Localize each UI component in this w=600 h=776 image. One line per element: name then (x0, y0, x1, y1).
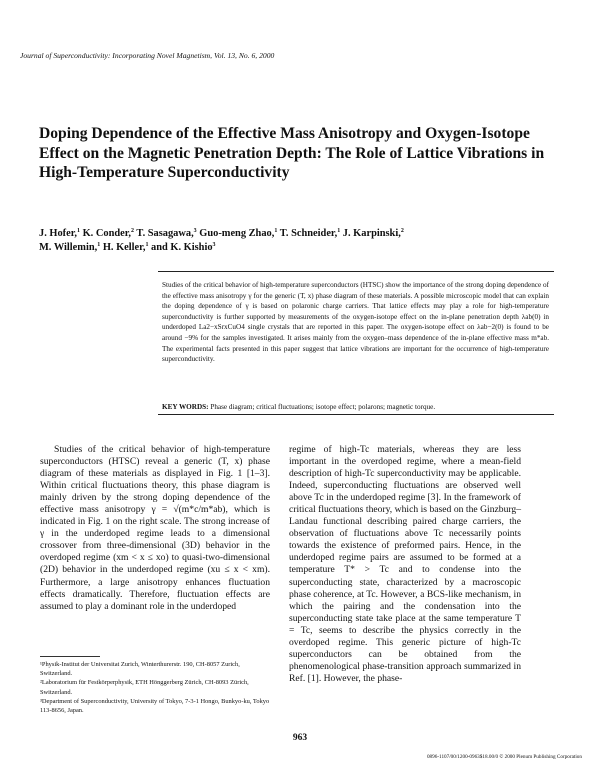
author: Guo-meng Zhao,$^1$ (196, 228, 278, 239)
author: J. Karpinski,$^2$ (340, 228, 404, 239)
footnote-affiliation-3: ³Department of Superconductivity, University of Tokyo, 7-3-1 Hongo, Bunkyo-ku, Tokyo 113-8656, Japan. (40, 697, 270, 715)
footnotes (40, 660, 270, 715)
author: M. Willemin,$^1$ (39, 242, 101, 253)
abstract-top-rule (158, 271, 554, 272)
keywords-label: KEY WORDS: (162, 403, 209, 411)
author: T. Sasagawa,$^3$ (134, 228, 197, 239)
article-title: Doping Dependence of the Effective Mass Anisotropy and Oxygen-Isotope Effect on the Magnetic Penetration Depth: The Role of Lattice Vibrations in High-Temperature Superconductivity (39, 125, 545, 182)
author-line-2 (39, 241, 559, 255)
body-column-right: regime of high-Tc materials, whereas they are less important in the overdoped regime, where a mean-field description of high-Tc superconductivity may be applicable. Indeed, superconducting fluctuations are observed well above Tc in the underdoped regime [3]. In the framework of critical fluctuations theory, which is based on the Ginzburg–Landau functional describing paired charge carriers, the observation of fluctuations above Tc necessarily points towards the existence of preformed pairs. Hence, in the underdoped regime pairs are assumed to be formed at a temperature T* > Tc and to condense into the superconducting state, characterized by a macroscopic phase coherence, at Tc. However, a BCS-like mechanism, in which the pairing and the condensation into the superconducting state take place at the same temperature T = Tc, seems to describe the physics correctly in the overdoped regime. This generic picture of high-Tc superconductors can be obtained from the phenomenological phase-transition approach summarized in Ref. [1]. However, the phase- (289, 444, 521, 684)
author-list (39, 227, 559, 255)
copyright-line: 0896-1107/00/1200-0963$18.00/0 © 2000 Plenum Publishing Corporation (426, 754, 582, 760)
abstract: Studies of the critical behavior of high-temperature superconductors (HTSC) show the importance of the strong doping dependence of the effective mass anisotropy γ for the generic (T, x) phase diagram of these materials. A possible microscopic model that can explain the doping dependence of γ is based on polaronic charge carriers. That lattice effects may play a role for high-temperature superconductivity is further supported by measurements of the oxygen-isotope effect on the in-plane penetration depth λab(0) in underdoped La2−xSrxCuO4 single crystals that are reported in this paper. The oxygen-isotope effect on λab−2(0) is found to be around −9% for the samples investigated. It arises mainly from the oxygen–mass dependence of the in-plane effective mass m*ab. The experimental facts presented in this paper suggest that lattice vibrations are important for the occurrence of high-temperature superconductivity. (162, 281, 549, 364)
page-number: 963 (292, 733, 308, 743)
abstract-bottom-rule (158, 414, 554, 415)
body-column-left: Studies of the critical behavior of high-temperature superconductors (HTSC) reveal a generic (T, x) phase diagram of these materials as displayed in Fig. 1 [1–3]. Within critical fluctuations theory, this phase diagram is mainly driven by the strong doping dependence of the effective mass anisotropy γ = √(m*c/m*ab), which is indicated in Fig. 1 on the right scale. The strong increase of γ in the underdoped regime leads to a dimensional crossover from three-dimensional (3D) behavior in the overdoped regime (xm < x ≤ xo) to quasi-two-dimensional (2D) behavior in the underdoped regime (xu ≤ x < xm). Furthermore, a large anisotropy enhances fluctuation effects dramatically. Therefore, fluctuation effects are assumed to play a dominant role in the underdoped (40, 444, 270, 612)
author: and K. Kishio$^3$ (148, 242, 216, 253)
footnote-affiliation-1: ¹Physik-Institut der Universitat Zurich, Winterthurerstr. 190, CH-8057 Zurich, Switzerland. (40, 661, 240, 678)
author: K. Conder,$^2$ (80, 228, 134, 239)
author-line-1 (39, 227, 559, 241)
journal-citation: Journal of Superconductivity: Incorporating Novel Magnetism, Vol. 13, No. 6, 2000 (20, 51, 275, 60)
author: H. Keller,$^1$ (100, 242, 149, 253)
footnote-rule (40, 656, 100, 657)
keywords (162, 402, 549, 412)
author: J. Hofer,$^1$ (39, 228, 80, 239)
author: T. Schneider,$^1$ (277, 228, 341, 239)
footnote-affiliation-2: ²Laboratorium für Festkörperphysik, ETH Hönggerberg Zürich, CH-8093 Zürich, Switzerland. (40, 679, 249, 696)
keywords-text: Phase diagram; critical fluctuations; isotope effect; polarons; magnetic torque. (208, 403, 436, 411)
